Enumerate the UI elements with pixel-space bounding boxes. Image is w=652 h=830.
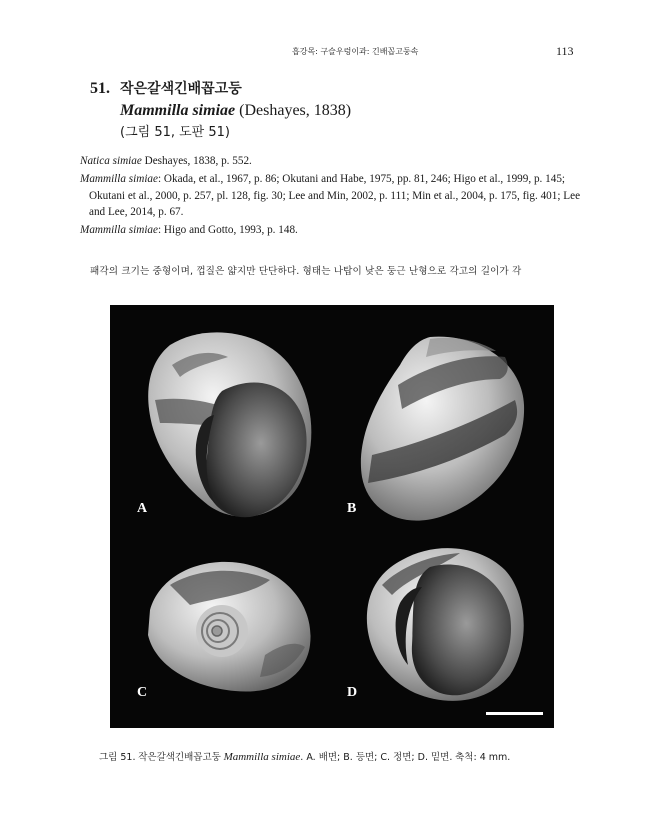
figure-caption <box>99 749 579 763</box>
plate-label-c: C <box>137 685 148 700</box>
synonym-entry: Mammilla simiae: Okada, et al., 1967, p. 86; Okutani and Habe, 1975, pp. 81, 246; Higo et al., 1999, p. 145; Okutani et al., 2000, p. 257, pl. 128, fig. 30; Lee and Min, 2002, p. 111; Min et al., 2004, p. 175, fig. 401; Lee and Lee, 2014, p. 67. <box>80 172 581 219</box>
plate-label-d: D <box>347 685 358 700</box>
synonym-name: Natica simiae <box>80 155 142 167</box>
description-paragraph: 패각의 크기는 중형이며, 껍질은 얇지만 단단하다. 형태는 나탑이 낮은 둥근 난형으로 각고의 길이가 각 <box>90 266 522 277</box>
caption-parts: . A. 배면; B. 등면; C. 정면; D. 밑면. <box>300 752 453 763</box>
chapter-title: 흡강목: 구슬우렁이과: 긴배꼽고둥속 <box>292 47 419 56</box>
species-heading <box>90 78 351 143</box>
plate-label-b: B <box>347 501 357 516</box>
caption-scientific-name: Mammilla simiae <box>223 751 301 763</box>
page-number: 113 <box>556 44 574 58</box>
shell-photo-plate <box>110 305 554 728</box>
author-citation: (Deshayes, 1838) <box>239 102 352 119</box>
synonym-entry: Mammilla simiae: Higo and Gotto, 1993, p. 148. <box>80 224 298 237</box>
figure-reference: (그림 51, 도판 51) <box>120 125 230 140</box>
scale-bar <box>486 712 543 715</box>
korean-name: 작은갈색긴배꼽고둥 <box>120 81 242 97</box>
synonym-name: Mammilla simiae <box>80 172 158 185</box>
shell-photos <box>110 305 554 728</box>
shell-c <box>148 562 311 692</box>
caption-prefix: 그림 51. <box>99 752 136 763</box>
shell-d <box>367 548 524 701</box>
caption-scale: 축척: 4 mm. <box>455 752 511 763</box>
synonym-name: Mammilla simiae <box>80 224 158 237</box>
species-number: 51. <box>90 80 110 97</box>
shell-a <box>148 332 311 517</box>
synonymy-list <box>80 153 592 240</box>
shell-b <box>361 337 524 521</box>
caption-korean-name: 작은갈색긴배꼽고둥 <box>138 752 221 763</box>
synonym-entry: Natica simiae Deshayes, 1838, p. 552. <box>80 155 252 167</box>
scientific-name: Mammilla simiae <box>120 102 236 119</box>
plate-label-a: A <box>137 501 148 516</box>
